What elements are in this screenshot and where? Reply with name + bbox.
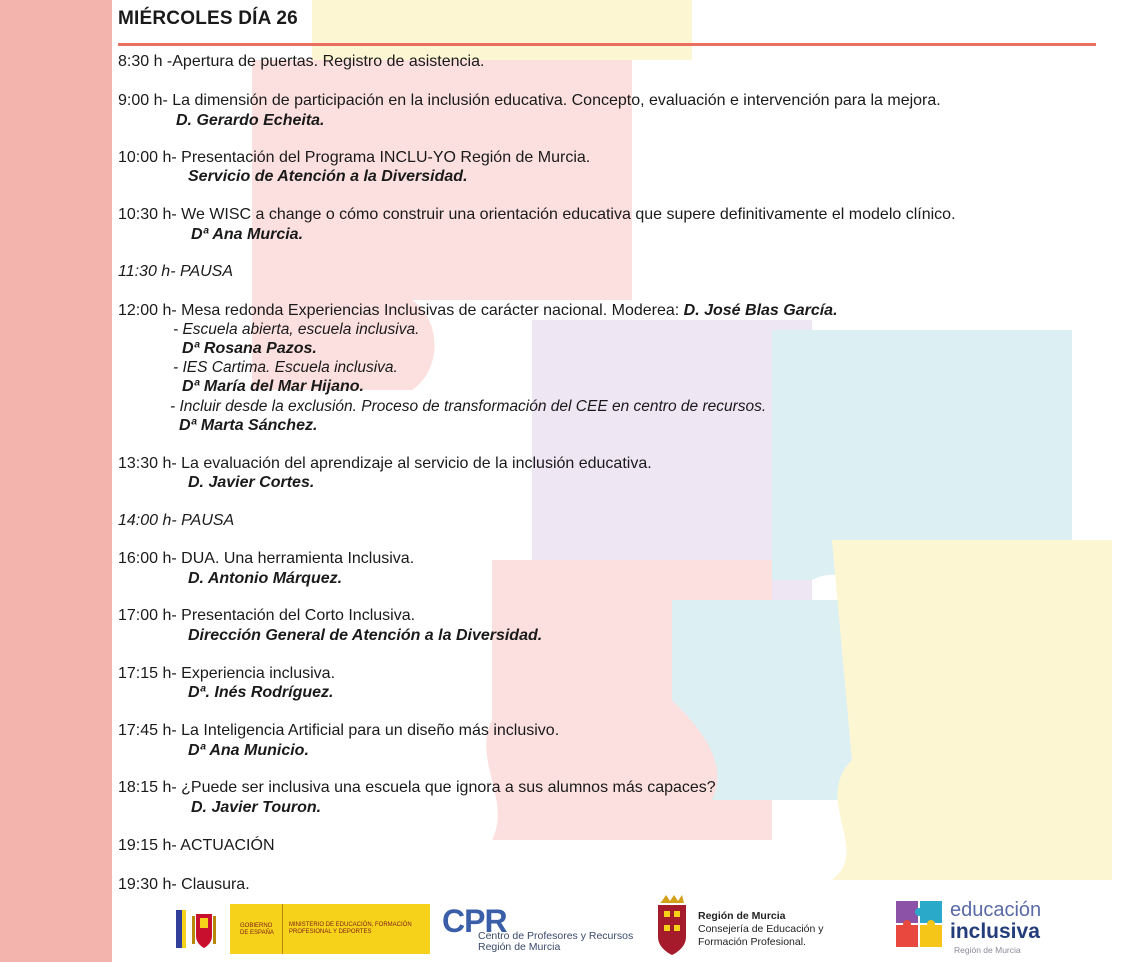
schedule-item-1815: 18:15 h- ¿Puede ser inclusiva una escuela que ignora a sus alumnos más capaces? [118,779,716,796]
schedule-item-1600: 16:00 h- DUA. Una herramienta Inclusiva. [118,550,415,567]
round-table-title: 12:00 h- Mesa redonda Experiencias Inclusivas de carácter nacional. Moderea: [118,302,680,319]
cpr-caption-line1: Centro de Profesores y Recursos [478,930,634,942]
consejeria-line1: Consejería de Educación y [698,923,824,935]
speaker-1330: D. Javier Cortes. [188,474,315,491]
schedule-item-0900: 9:00 h- La dimensión de participación en la inclusión educativa. Concepto, evaluación e intervención para la mejora. [118,92,941,109]
round-table-talk-2: - IES Cartima. Escuela inclusiva. [173,359,398,376]
left-color-band [0,0,112,962]
speaker-1030: Dª Ana Murcia. [191,226,304,243]
murcia-crest-icon [652,893,692,959]
gobierno-label: GOBIERNO DE ESPAÑA [230,904,282,954]
spain-coat-of-arms-icon [172,904,230,954]
schedule-item-1700: 17:00 h- Presentación del Corto Inclusiva. [118,607,416,624]
speaker-1745: Dª Ana Municio. [188,742,309,759]
round-table-talk-1: - Escuela abierta, escuela inclusiva. [173,321,420,338]
schedule-item-1000: 10:00 h- Presentación del Programa INCLU-YO Región de Murcia. [118,149,591,166]
schedule-content [118,0,1108,962]
speaker-1600: D. Antonio Márquez. [188,570,343,587]
logo-word-inclusiva: inclusiva [950,920,1040,943]
schedule-item-1030: 10:30 h- We WISC a change o cómo construir una orientación educativa que supere definitivamente el modelo clínico. [118,206,956,223]
round-table-speaker-3: Dª Marta Sánchez. [179,417,318,434]
schedule-item-1745: 17:45 h- La Inteligencia Artificial para un diseño más inclusivo. [118,722,560,739]
cpr-logo-mark: CPR [442,903,507,939]
cpr-caption [478,931,633,953]
region-murcia-caption [698,910,824,949]
schedule-item-1915: 19:15 h- ACTUACIÓN [118,837,275,854]
schedule-item-1930: 19:30 h- Clausura. [118,876,250,893]
round-table-speaker-1: Dª Rosana Pazos. [182,340,317,357]
logo-word-region: Región de Murcia [954,945,1021,955]
schedule-item-1330: 13:30 h- La evaluación del aprendizaje al servicio de la inclusión educativa. [118,455,652,472]
round-table-speaker-2: Dª María del Mar Hijano. [182,378,364,395]
ministerio-label: MINISTERIO DE EDUCACIÓN, FORMACIÓN PROFESIONAL Y DEPORTES [282,904,430,954]
logo-word-educacion: educación [950,899,1042,921]
cpr-caption-line2: Región de Murcia [478,941,561,953]
day-title: MIÉRCOLES DÍA 26 [118,8,298,29]
speaker-1715: Dª. Inés Rodríguez. [188,684,334,701]
title-divider [118,43,1096,46]
schedule-item-1200 [118,301,838,321]
sponsor-footer [0,893,1130,962]
speaker-1000: Servicio de Atención a la Diversidad. [188,168,468,185]
round-table-moderator: D. José Blas García. [683,302,838,319]
speaker-1815: D. Javier Touron. [191,799,322,816]
puzzle-logo-icon [896,901,944,947]
speaker-1700: Dirección General de Atención a la Diversidad. [188,627,543,644]
speaker-0900: D. Gerardo Echeita. [176,112,325,129]
schedule-item-0830: 8:30 h -Apertura de puertas. Registro de asistencia. [118,53,485,70]
schedule-item-1715: 17:15 h- Experiencia inclusiva. [118,665,336,682]
region-murcia-name: Región de Murcia [698,910,786,922]
round-table-talk-3: - Incluir desde la exclusión. Proceso de transformación del CEE en centro de recursos. [170,398,767,415]
schedule-item-1400-pause: 14:00 h- PAUSA [118,512,235,529]
schedule-item-1130-pause: 11:30 h- PAUSA [118,263,234,280]
consejeria-line2: Formación Profesional. [698,936,806,948]
gobierno-logo [172,904,430,954]
